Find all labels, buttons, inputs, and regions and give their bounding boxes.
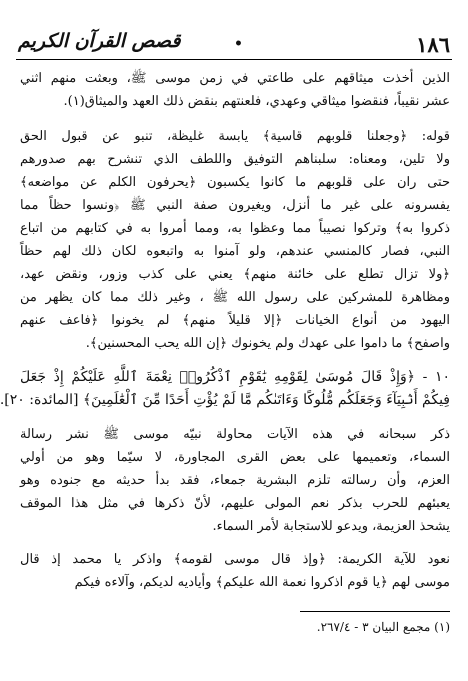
page-number: ١٨٦ [416, 32, 450, 57]
text-line: يشحذ العزيمة، ويدعو للاستجابة لأمر السماء. [212, 519, 450, 534]
text-line: ذكروا به﴾ وتركوا نصيباً مما وعظوا به، ومما أمروا به في كتابهم من اتباع [20, 221, 450, 236]
text-line: قوله: ﴿وجعلنا قلوبهم قاسية﴾ يابسة غليظة، تنبو عن قبول الحق [20, 129, 450, 144]
footnote-separator [300, 611, 450, 612]
book-page [2, 0, 468, 681]
text-line: يفسرونه على غير ما أنزل، ويغيرون صفة النبي ﷺ ﴿ونسوا حظاً مما [20, 198, 450, 213]
text-line: واصفح﴾ ما داموا على عهدك ولم يخونوك ﴿إن الله يحب المحسنين﴾. [85, 336, 450, 351]
text-line: ولا تلين، ومعناه: سلبناهم التوفيق واللطف الذي تنشرح بهم صدورهم [20, 152, 450, 167]
text-line: العزم، وأن رسالته تلزم البشرية جمعاء، فقد بدأ حديثه مع جنوده وهو [20, 473, 450, 488]
text-line: ﴿ولا تزال تطلع على خائنة منهم﴾ يعني على كذب وزور، ونقض عهد، [20, 267, 450, 282]
text-line: الذين أخذت ميثاقهم على طاعتي في زمن موسى ﷺ، وبعثت منهم اثني [20, 71, 450, 86]
text-line: ومظاهرة للمشركين على رسول الله ﷺ ، وغير ذلك مما كان يظهر من [20, 290, 450, 305]
text-line: يعبئهم للحرب بذكر نعم المولى عليهم، لأنّ ذكرها في مثل هذا الموقف [20, 496, 450, 511]
text-line: ذكر سبحانه في هذه الآيات محاولة نبيّه موسى ﷺ نشر رسالة [20, 427, 450, 442]
footnote: (١) مجمع البيان ٣ - ٢٦٧/٤. [316, 620, 450, 634]
text-line: نعود للآية الكريمة: ﴿وإذ قال موسى لقومه﴾ واذكر يا محمد إذ قال [20, 552, 450, 567]
page-header [16, 30, 452, 60]
verse-line: ١٠ - ﴿وَإِذْ قَالَ مُوسَىٰ لِقَوْمِهِ يَٰقَوْمِ ٱذْكُرُوا۟ نِعْمَةَ ٱللَّهِ عَلَيْكُمْ إِذْ جَعَلَ [20, 369, 450, 385]
verse-line: فِيكُمْ أَنۢبِيَآءَ وَجَعَلَكُم مُّلُوكًا وَءَاتَىٰكُم مَّا لَمْ يُؤْتِ أَحَدًا مِّنَ ٱلْعَٰلَمِينَ﴾ [المائدة: ٢٠]. [0, 392, 450, 408]
text-line: السماء، وتعميمها على بعض القرى المجاورة، لا سيّما وهو من أولي [20, 450, 450, 465]
text-line: اليهود من أنواع الخيانات ﴿إلا قليلاً منهم﴾ لم يخونوا ﴿فاعف عنهم [20, 313, 450, 328]
header-rule [16, 59, 452, 60]
text-line: النبي، فصار كالمنسي عندهم، ولو آمنوا به واتبعوه لكان ذلك لهم حظاً [20, 244, 450, 259]
header-dot: • [234, 36, 243, 52]
text-line: عشر نقيباً، فنقضوا ميثاقي وعهدي، فلعنتهم بنقض ذلك العهد والميثاق(١). [63, 94, 450, 109]
text-line: موسى لهم ﴿يا قوم اذكروا نعمة الله عليكم﴾ وأياديه لديكم، وآلاءه فيكم [74, 575, 450, 590]
book-title: قصص القرآن الكريم [18, 30, 181, 52]
text-line: حتى ران على قلوبهم ما كانوا يكسبون ﴿يحرفون الكلم عن مواضعه﴾ [20, 175, 450, 190]
